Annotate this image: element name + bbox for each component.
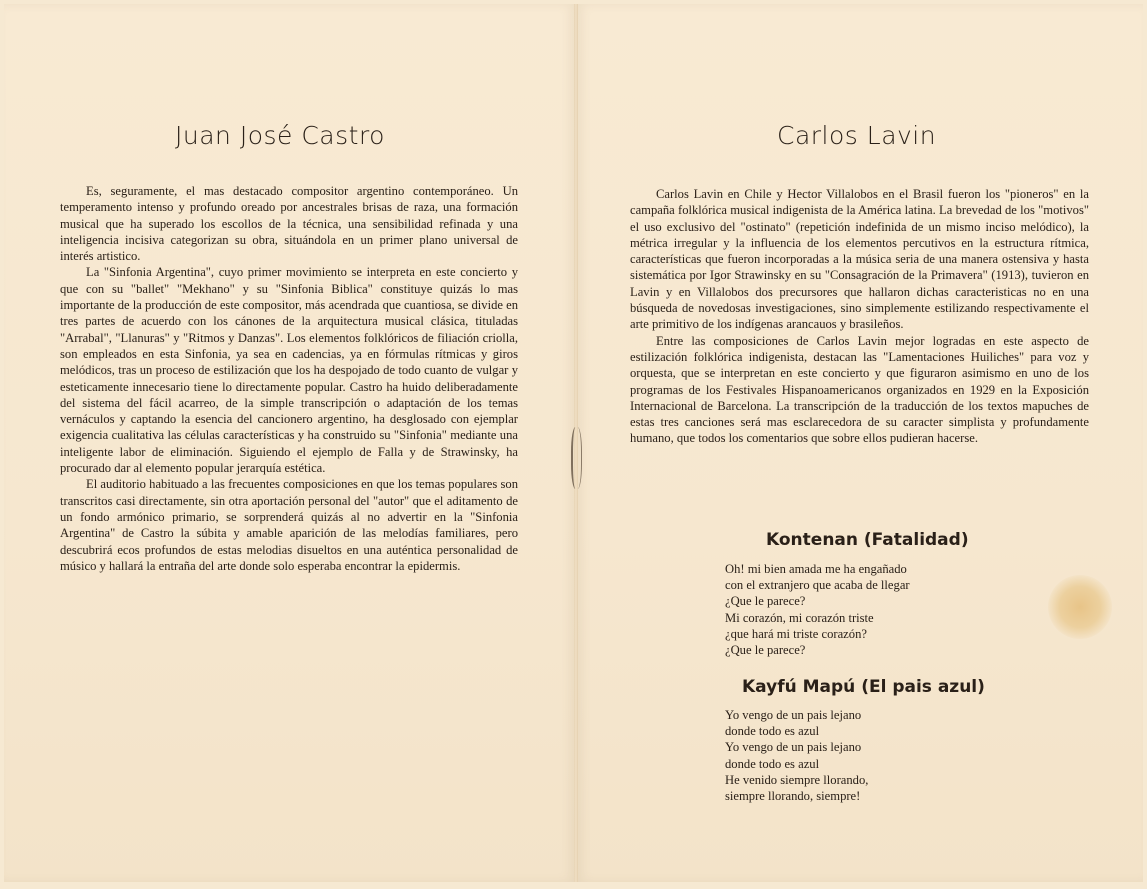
paper-stain [1048, 575, 1112, 639]
lyric-line: ¿que hará mi triste corazón? [725, 626, 867, 641]
song-title: Kayfú Mapú (El pais azul) [742, 677, 985, 697]
song-lyrics [725, 707, 868, 804]
lyric-line: donde todo es azul [725, 724, 820, 739]
lyric-line: Oh! mi bien amada me ha engañado [725, 562, 907, 576]
lyric-line: Yo vengo de un pais lejano [725, 708, 862, 722]
lyric-line: ¿Que le parece? [725, 594, 806, 609]
lyric-line: Mi corazón, mi corazón triste [725, 610, 874, 625]
left-page-body [60, 183, 518, 574]
lyric-line: donde todo es azul [725, 756, 820, 771]
right-page-body [630, 186, 1089, 447]
right-page-title: Carlos Lavin [777, 121, 937, 150]
lyric-line: Yo vengo de un pais lejano [725, 740, 862, 755]
song-title: Kontenan (Fatalidad) [766, 530, 969, 550]
left-page-title: Juan José Castro [175, 121, 385, 150]
lyric-line: He venido siempre llorando, [725, 772, 869, 787]
left-paragraph: La "Sinfonia Argentina", cuyo primer movimiento se interpreta en este concierto y que con su "ballet" "Mekhano" y su "Sinfonia Biblica" constituye quizás lo mas importante de la producción de este compositor, más acendrada que cuantiosa, se divide en tres partes de acuerdo con los cánones de la arquitectura musical clásica, tituladas "Arrabal", "Llanuras" y "Ritmos y Danzas". Los elementos folklóricos de filiación criolla, son empleados en esta Sinfonia, ya sea en cadencias, ya en fórmulas rítmicas y giros melódicos, tras un proceso de estilización que los ha despojado de todo cuanto de vulgar y esteticamente innecesario tiene lo directamente popular. Castro ha huido deliberadamente del sistema del fácil acarreo, de la simple transcripción o adaptación de los temas vernáculos y captando la esencia del cancionero argentino, ha desglosado con ejemplar exigencia cualitativa las células características y ha construido su "Sinfonia" mediante una inteligente labor de eliminación. Siguiendo el ejemplo de Falla y de Strawinsky, ha procurado dar al elemento popular jerarquía estética. [60, 265, 518, 476]
left-paragraph: Es, seguramente, el mas destacado compositor argentino contemporáneo. Un temperamento intenso y profundo oreado por ancestrales brisas de raza, una formación musical que ha superado los escollos de la técnica, una sensibilidad refinada y una inteligencia incisiva categorizan su obra, situándola en un primer plano universal de interés artistico. [60, 184, 518, 264]
left-paragraph: El auditorio habituado a las frecuentes composiciones en que los temas populares son transcritos casi directamente, sin otra aportación personal del "autor" que el aditamento de un fondo armónico primario, se sorprenderá quizás al no advertir en la "Sinfonia Argentina" de Castro la súbita y amable aparición de las melodías familiares, pero descubrirá ecos profundos de estas melodias disueltos en una auténtica personalidad de músico y hallará la entraña del arte donde solo esperaba encontrar la epidermis. [60, 477, 518, 573]
song-lyrics [725, 561, 910, 658]
right-paragraph: Entre las composiciones de Carlos Lavin mejor logradas en este aspecto de estilización folklórica indigenista, destacan las "Lamentaciones Huiliches" para voz y orquesta, que se interpretan en este concierto y que figuraron asimismo en uno de los programas de los Festivales Hispanoamericanos organizados en 1929 en la Exposición Internacional de Barcelona. La transcripción de la traducción de los textos mapuches de estas tres canciones será mas esclarecedora de su caracter simplista y profundamente humano, que todos los comentarios que sobre ellos pudieran hacerse. [630, 333, 1089, 446]
lyric-line: con el extranjero que acaba de llegar [725, 578, 910, 593]
binding-stitch [571, 427, 582, 489]
right-paragraph: Carlos Lavin en Chile y Hector Villalobos en el Brasil fueron los "pioneros" en la campaña folklórica musical indigenista de la América latina. La brevedad de los "motivos" el uso exclusivo del "ostinato" (repetición indefinida de un mismo inciso melódico), la métrica irregular y la influencia de los elementos percutivos en la estructura rítmica, características que fueron incorporadas a la música seria de una manera ostensiva y hasta sistemática por Igor Strawinsky en su "Consagración de la Primavera" (1913), tuvieron en Lavin y en Villalobos dos precursores que hallaron dichas caracteristicas no en una búsqueda de novedosas investigaciones, sino simplemente estilizando respectivamente el arte primitivo de los indígenas arancauos y brasileños. [630, 187, 1089, 332]
lyric-line: siempre llorando, siempre! [725, 789, 861, 804]
lyric-line: ¿Que le parece? [725, 643, 806, 658]
